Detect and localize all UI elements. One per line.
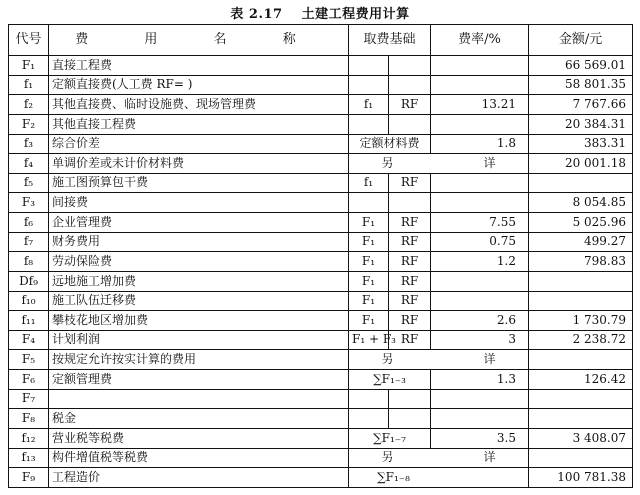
- cell-rate: [431, 75, 529, 95]
- table-row: [9, 370, 633, 390]
- cell-basis-span: [349, 350, 529, 370]
- cell-name: 企业管理费: [49, 213, 349, 233]
- cell-basis: F₁: [349, 291, 389, 311]
- cell-basis-2: RF: [389, 291, 431, 311]
- cell-rate: 1.3: [431, 370, 529, 390]
- table-row: [9, 389, 633, 409]
- cell-basis-2: RF: [389, 252, 431, 272]
- cell-basis: [349, 409, 389, 429]
- header-name: 费 用 名 称: [49, 25, 349, 56]
- cell-basis-2: RF: [389, 213, 431, 233]
- table-row: [9, 252, 633, 272]
- cell-name: 远地施工增加费: [49, 271, 349, 291]
- span-text-1: 另: [381, 352, 394, 367]
- cell-code: f₁₁: [9, 311, 49, 331]
- cell-code: F₉: [9, 468, 49, 488]
- cell-code: f₂: [9, 95, 49, 115]
- cell-code: f₇: [9, 232, 49, 252]
- span-text-1: 另: [381, 155, 394, 170]
- table-number: 表 2.17: [230, 7, 283, 22]
- cell-name: 其他直接费、临时设施费、现场管理费: [49, 95, 349, 115]
- cell-basis: ∑F₁₋₇: [349, 428, 431, 448]
- cell-rate: 1.2: [431, 252, 529, 272]
- cell-amount: 5 025.96: [529, 213, 633, 233]
- cell-amount: 1 730.79: [529, 311, 633, 331]
- cell-amount: 58 801.35: [529, 75, 633, 95]
- table-row: [9, 448, 633, 468]
- cell-amount: [529, 173, 633, 193]
- cell-basis-2: RF: [389, 95, 431, 115]
- cell-basis: [349, 389, 389, 409]
- cell-basis-2: [389, 114, 431, 134]
- span-text-2: 详: [483, 352, 496, 367]
- header-basis: 取费基础: [349, 25, 431, 56]
- table-row: [9, 428, 633, 448]
- cell-code: Df₉: [9, 271, 49, 291]
- cell-code: f₁₂: [9, 428, 49, 448]
- cell-name: 构件增值税等税费: [49, 448, 349, 468]
- table-row: [9, 75, 633, 95]
- cell-basis: [349, 75, 389, 95]
- cell-rate: [431, 291, 529, 311]
- cell-name: 综合价差: [49, 134, 349, 154]
- cell-basis-2: [389, 193, 431, 213]
- cell-code: F₇: [9, 389, 49, 409]
- cell-code: F₄: [9, 330, 49, 350]
- table-row: [9, 193, 633, 213]
- span-text-1: ∑F₁₋₈: [377, 469, 410, 484]
- span-text-2: 详: [483, 155, 496, 170]
- cell-basis-2: [389, 409, 431, 429]
- table-row: [9, 291, 633, 311]
- cell-amount: 3 408.07: [529, 428, 633, 448]
- cell-name: 单调价差或未计价材料费: [49, 154, 349, 174]
- cell-basis: F₁: [349, 232, 389, 252]
- cell-code: f₅: [9, 173, 49, 193]
- cell-basis: [349, 56, 389, 76]
- cell-name: [49, 389, 349, 409]
- cell-name: 财务费用: [49, 232, 349, 252]
- cell-name: 间接费: [49, 193, 349, 213]
- cell-rate: 0.75: [431, 232, 529, 252]
- cell-amount: [529, 409, 633, 429]
- table-row: [9, 330, 633, 350]
- cell-name: 营业税等税费: [49, 428, 349, 448]
- cell-code: f₃: [9, 134, 49, 154]
- cell-basis: f₁: [349, 95, 389, 115]
- cell-basis-2: RF: [389, 311, 431, 331]
- table-row: [9, 350, 633, 370]
- cell-code: f₁: [9, 75, 49, 95]
- cell-basis-2: RF: [389, 173, 431, 193]
- cell-code: F₃: [9, 193, 49, 213]
- cell-rate: 7.55: [431, 213, 529, 233]
- table-row: [9, 232, 633, 252]
- cell-basis-2: RF: [389, 232, 431, 252]
- cell-rate: 3.5: [431, 428, 529, 448]
- cell-code: F₅: [9, 350, 49, 370]
- table-row: [9, 409, 633, 429]
- cell-amount: 798.83: [529, 252, 633, 272]
- table-row: [9, 114, 633, 134]
- cell-amount: 126.42: [529, 370, 633, 390]
- cell-basis-span: [349, 448, 529, 468]
- table-title: [0, 3, 640, 22]
- cell-code: F₁: [9, 56, 49, 76]
- cell-amount: [529, 389, 633, 409]
- cell-name: 定额直接费(人工费 RF= ): [49, 75, 349, 95]
- cell-amount: [529, 271, 633, 291]
- table-caption: 土建工程费用计算: [301, 7, 410, 22]
- cost-table: [8, 24, 633, 488]
- cell-rate: 2.6: [431, 311, 529, 331]
- cell-basis-2: RF: [389, 330, 431, 350]
- cell-name: 施工图预算包干费: [49, 173, 349, 193]
- table-row: [9, 154, 633, 174]
- cell-basis: F₁ + F₃: [349, 330, 389, 350]
- cell-rate: 3: [431, 330, 529, 350]
- cell-amount: 7 767.66: [529, 95, 633, 115]
- cell-basis-2: [389, 56, 431, 76]
- cell-name: 其他直接工程费: [49, 114, 349, 134]
- cell-code: f₁₀: [9, 291, 49, 311]
- cell-rate: [431, 409, 529, 429]
- header-rate: 费率/%: [431, 25, 529, 56]
- cell-basis-span: [349, 154, 529, 174]
- cell-rate: [431, 389, 529, 409]
- table-row: [9, 468, 633, 488]
- header-row: [9, 25, 633, 56]
- table-row: [9, 134, 633, 154]
- cell-name: 直接工程费: [49, 56, 349, 76]
- cell-code: f₄: [9, 154, 49, 174]
- span-text-2: 详: [483, 450, 496, 465]
- table-row: [9, 213, 633, 233]
- cell-name: 工程造价: [49, 468, 349, 488]
- cell-amount: 20 384.31: [529, 114, 633, 134]
- cell-rate: [431, 271, 529, 291]
- cell-basis-2: [389, 75, 431, 95]
- cell-name: 攀枝花地区增加费: [49, 311, 349, 331]
- cell-code: f₆: [9, 213, 49, 233]
- cell-rate: 13.21: [431, 95, 529, 115]
- cell-amount: 8 054.85: [529, 193, 633, 213]
- cell-amount: 100 781.38: [529, 468, 633, 488]
- cell-basis: F₁: [349, 271, 389, 291]
- cell-code: f₁₃: [9, 448, 49, 468]
- cell-name: 按规定允许按实计算的费用: [49, 350, 349, 370]
- cell-code: F₆: [9, 370, 49, 390]
- cell-name: 计划利润: [49, 330, 349, 350]
- cell-name: 施工队伍迁移费: [49, 291, 349, 311]
- cell-rate: [431, 56, 529, 76]
- cell-basis: F₁: [349, 213, 389, 233]
- cell-amount: [529, 291, 633, 311]
- header-amount: 金额/元: [529, 25, 633, 56]
- cell-basis: F₁: [349, 252, 389, 272]
- cell-code: F₂: [9, 114, 49, 134]
- cell-amount: [529, 350, 633, 370]
- cell-basis: [349, 114, 389, 134]
- cell-code: F₈: [9, 409, 49, 429]
- cell-name: 定额管理费: [49, 370, 349, 390]
- cell-basis-2: [389, 389, 431, 409]
- cell-rate: [431, 114, 529, 134]
- cell-amount: 499.27: [529, 232, 633, 252]
- cell-amount: 2 238.72: [529, 330, 633, 350]
- cell-name: 税金: [49, 409, 349, 429]
- cell-basis: F₁: [349, 311, 389, 331]
- table-row: [9, 173, 633, 193]
- cell-name: 劳动保险费: [49, 252, 349, 272]
- cell-amount: 66 569.01: [529, 56, 633, 76]
- cell-basis: 定额材料费: [349, 134, 431, 154]
- table-row: [9, 271, 633, 291]
- span-text-1: 另: [381, 450, 394, 465]
- cell-code: f₈: [9, 252, 49, 272]
- cell-basis-span: [349, 468, 529, 488]
- cell-amount: [529, 448, 633, 468]
- table-row: [9, 56, 633, 76]
- cell-rate: 1.8: [431, 134, 529, 154]
- table-row: [9, 311, 633, 331]
- cell-basis-2: RF: [389, 271, 431, 291]
- cell-amount: 383.31: [529, 134, 633, 154]
- header-code: 代号: [9, 25, 49, 56]
- cell-rate: [431, 193, 529, 213]
- cell-rate: [431, 173, 529, 193]
- cell-amount: 20 001.18: [529, 154, 633, 174]
- cell-basis: f₁: [349, 173, 389, 193]
- table-row: [9, 95, 633, 115]
- cell-basis: [349, 193, 389, 213]
- cell-basis: ∑F₁₋₃: [349, 370, 431, 390]
